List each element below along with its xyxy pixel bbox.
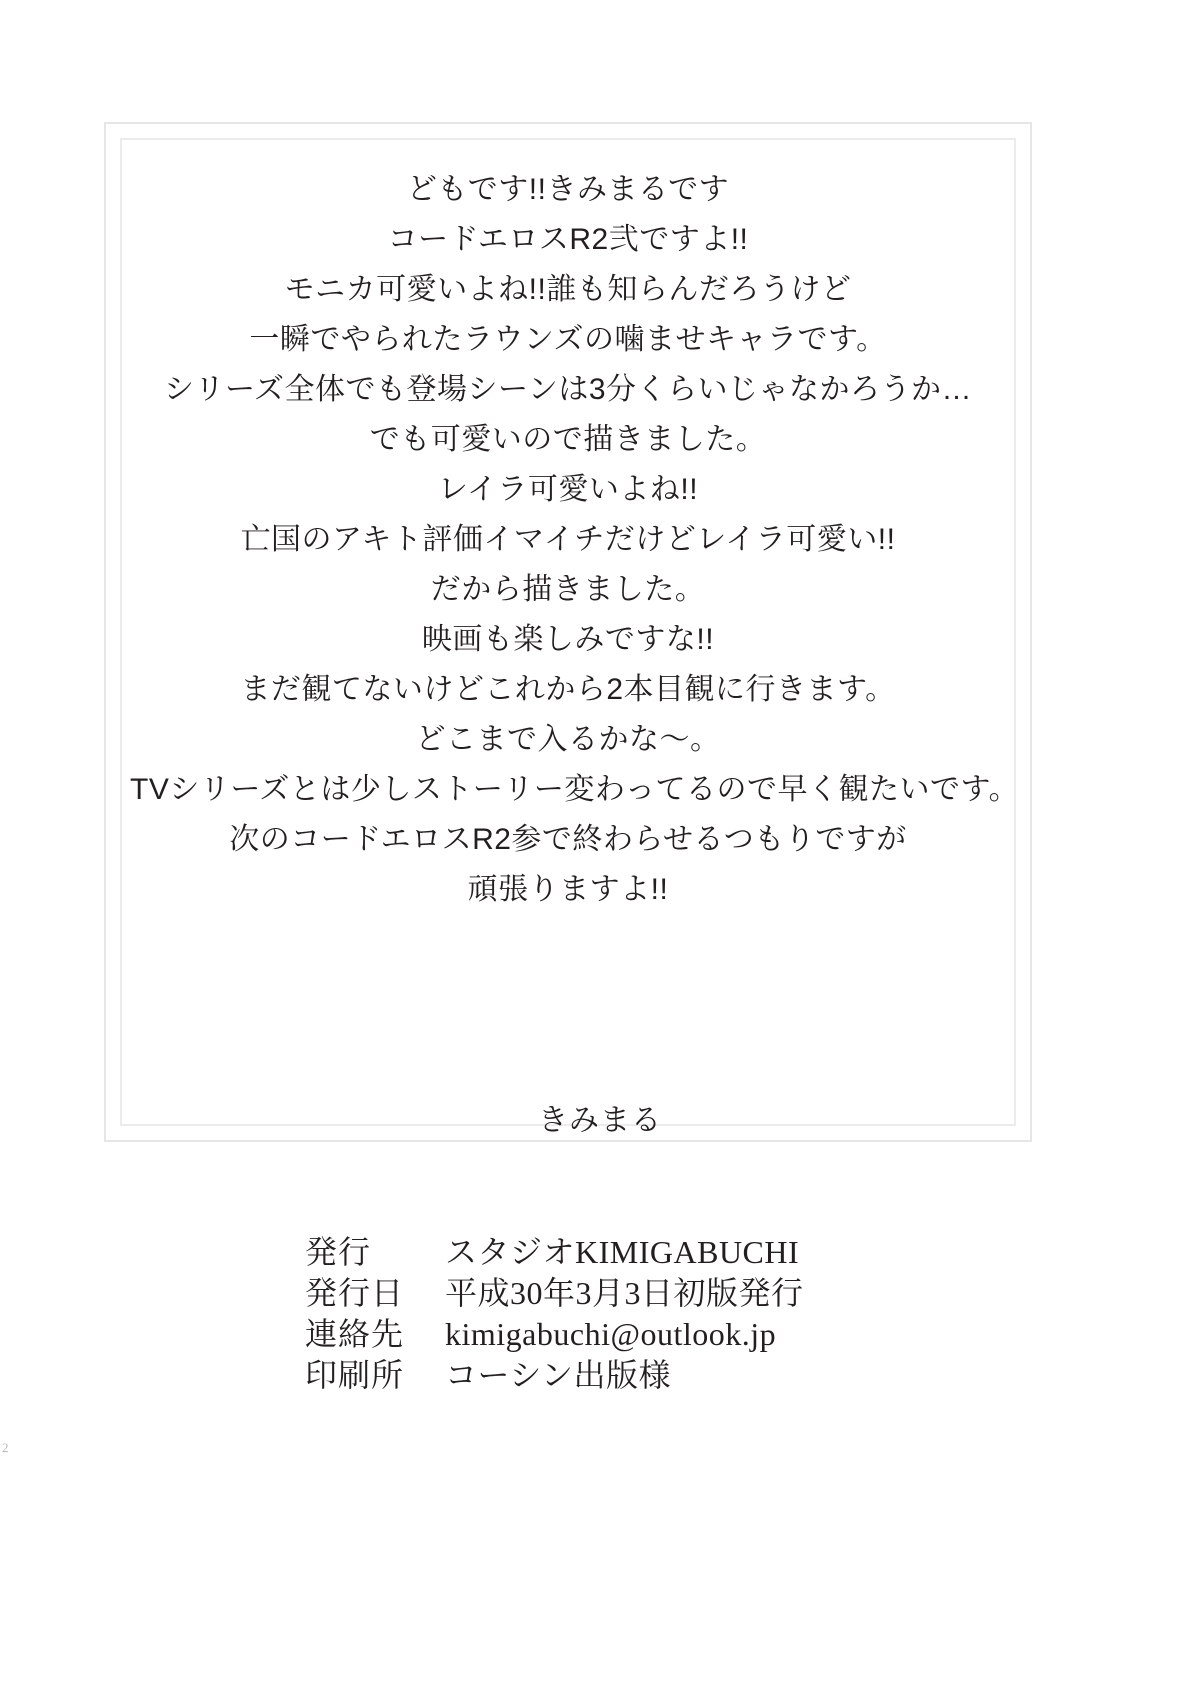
afterword-line: 映画も楽しみですな!! [421,623,715,656]
afterword-line: どこまで入るかな〜。 [415,723,721,756]
afterword-line: レイラ可愛いよね!! [437,473,699,506]
colophon-value: スタジオKIMIGABUCHI [445,1234,800,1270]
colophon-row [305,1232,804,1273]
author-signature: きみまる [538,1104,662,1137]
afterword-line: 亡国のアキト評価イマイチだけどレイラ可愛い!! [240,523,896,556]
page-edge-mark: 2 [2,1440,9,1455]
afterword-line: まだ観てないけどこれから2本目観に行きます。 [240,673,896,706]
colophon-label: 印刷所 [305,1357,405,1393]
afterword-line: どもです!!きみまるです [406,173,730,206]
colophon-label: 発行 [305,1234,372,1270]
afterword-text-block [130,165,1020,915]
colophon-value: 平成30年3月3日初版発行 [445,1275,804,1311]
colophon-block [305,1232,804,1396]
afterword-line: だから描きました。 [430,573,706,606]
colophon-row [305,1355,804,1396]
colophon-label: 連絡先 [305,1316,405,1352]
afterword-line: 一瞬でやられたラウンズの噛ませキャラです。 [249,323,887,356]
colophon-value-email: kimigabuchi@outlook.jp [445,1316,777,1352]
afterword-line: モニカ可愛いよね!!誰も知らんだろうけど [284,273,852,306]
colophon-row [305,1273,804,1314]
colophon-row [305,1314,804,1355]
afterword-line: シリーズ全体でも登場シーンは3分くらいじゃなかろうか… [163,373,973,406]
colophon-label: 発行日 [305,1275,405,1311]
afterword-line: でも可愛いので描きました。 [369,423,767,456]
colophon-value: コーシン出版様 [445,1357,672,1393]
afterword-line: コードエロスR2弐ですよ!! [387,223,749,256]
afterword-line: 次のコードエロスR2参で終わらせるつもりですが [229,823,907,856]
afterword-line: 頑張りますよ!! [467,873,669,906]
afterword-line: TVシリーズとは少しストーリー変わってるので早く観たいです。 [130,773,1020,806]
